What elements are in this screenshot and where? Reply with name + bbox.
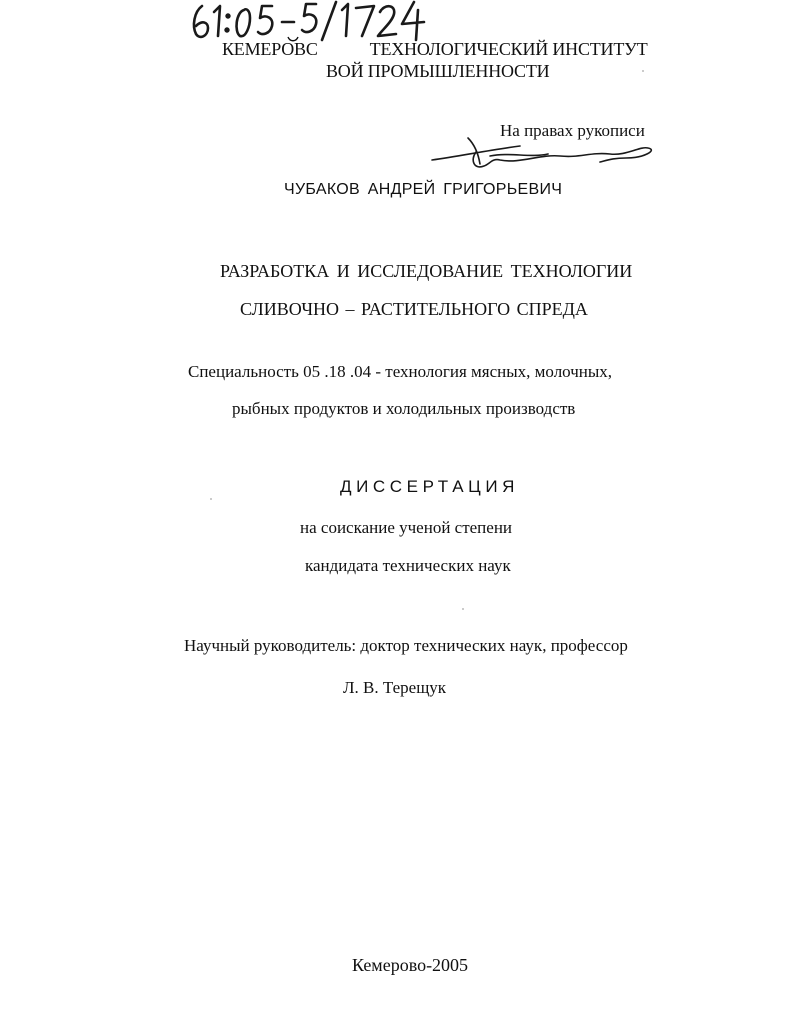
signature: [430, 134, 660, 174]
scan-speck: [642, 70, 644, 72]
supervisor-name: Л. В. Терещук: [343, 678, 447, 697]
dissertation-title-line-2: СЛИВОЧНО – РАСТИТЕЛЬНОГО СПРЕДА: [240, 299, 588, 319]
work-type-heading: ДИССЕРТАЦИЯ: [340, 477, 520, 496]
institute-name-part-2: ТЕХНОЛОГИЧЕСКИЙ ИНСТИТУТ: [369, 39, 648, 59]
author-name: ЧУБАКОВ АНДРЕЙ ГРИГОРЬЕВИЧ: [284, 181, 563, 198]
institute-name-line-2: ВОЙ ПРОМЫШЛЕННОСТИ: [326, 61, 550, 81]
degree-line-1: на соискание ученой степени: [300, 518, 513, 537]
specialty-line-1: Специальность 05 .18 .04 - технология мясных, молочных,: [188, 362, 613, 381]
institute-name-part-1: КЕМЕРОВС: [222, 39, 318, 59]
handwritten-catalogue-code: [188, 0, 428, 44]
scan-speck: [462, 608, 464, 610]
rights-note: На правах рукописи: [500, 121, 645, 140]
degree-line-2: кандидата технических наук: [305, 556, 511, 575]
scan-speck: [210, 498, 212, 500]
supervisor-line-1: Научный руководитель: доктор технических наук, профессор: [184, 636, 628, 655]
dissertation-title-line-1: РАЗРАБОТКА И ИССЛЕДОВАНИЕ ТЕХНОЛОГИИ: [220, 261, 633, 281]
city-and-year: Кемерово-2005: [352, 955, 469, 975]
breve-mark: [286, 36, 300, 44]
specialty-line-2: рыбных продуктов и холодильных производств: [232, 399, 576, 418]
